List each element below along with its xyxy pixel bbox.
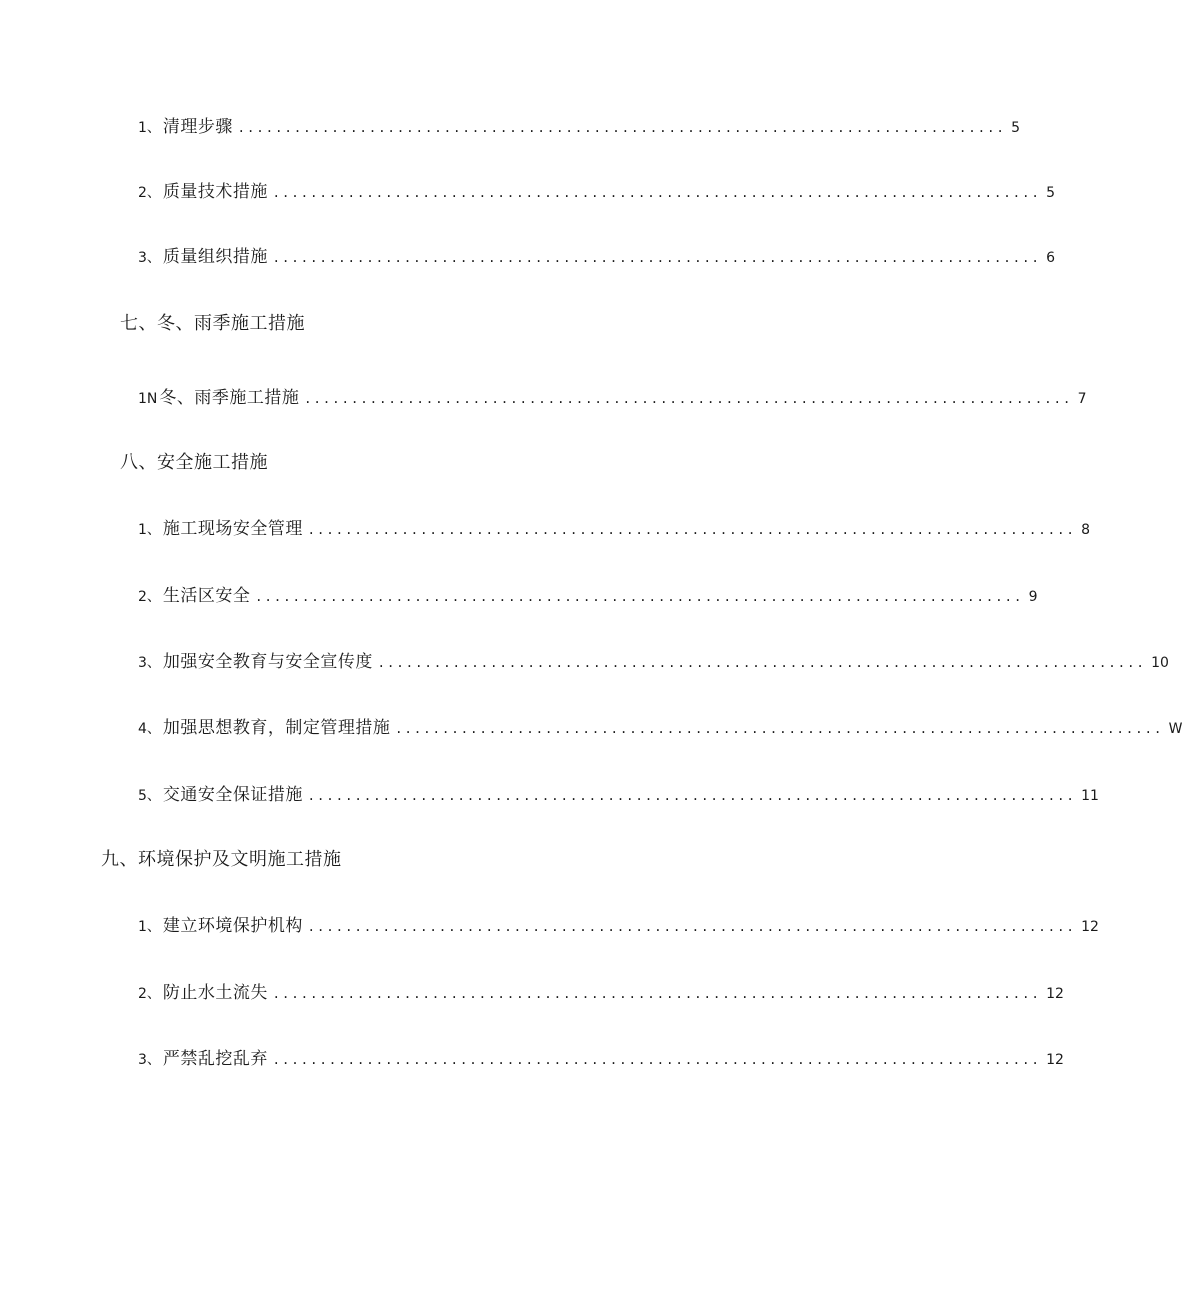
- toc-entry-number: 3、: [138, 1052, 161, 1068]
- toc-entry-quality-org[interactable]: [138, 245, 1056, 270]
- toc-entry-title: 严禁乱挖乱弃: [162, 1049, 268, 1069]
- toc-entry-site-safety[interactable]: [138, 517, 1091, 542]
- dot-leader: ..................................................................................: [273, 984, 1043, 1002]
- toc-entry-number: 4、: [138, 721, 161, 737]
- toc-entry-ideological-education[interactable]: [138, 716, 1182, 741]
- toc-entry-title: 生活区安全: [162, 586, 251, 606]
- toc-entry-page: 5: [1011, 120, 1021, 136]
- toc-entry-title: 加强思想教育，制定管理措施: [162, 718, 391, 738]
- toc-entry-env-agency[interactable]: [138, 914, 1099, 939]
- toc-section-safety[interactable]: [120, 451, 268, 475]
- toc-entry-title: 清理步骤: [162, 117, 233, 137]
- dot-leader: ..................................................................................: [308, 786, 1078, 804]
- toc-entry-page: 12: [1046, 986, 1064, 1002]
- toc-entry-number: 3、: [138, 655, 161, 671]
- toc-entry-page: 5: [1046, 185, 1056, 201]
- toc-entry-no-random-digging[interactable]: [138, 1047, 1064, 1072]
- toc-entry-number: 1N: [138, 391, 158, 407]
- toc-entry-title: 质量组织措施: [162, 247, 268, 267]
- toc-entry-number: 5、: [138, 788, 161, 804]
- toc-entry-page: 7: [1077, 391, 1087, 407]
- toc-section-title: 九、环境保护及文明施工措施: [101, 849, 342, 870]
- toc-section-winter-rain[interactable]: [120, 312, 305, 336]
- toc-entry-number: 1、: [138, 120, 161, 136]
- toc-entry-living-area-safety[interactable]: [138, 584, 1038, 609]
- toc-entry-page: 6: [1046, 250, 1056, 266]
- toc-entry-title: 交通安全保证措施: [162, 785, 303, 805]
- toc-entry-page: 9: [1028, 589, 1038, 605]
- toc-entry-page: 12: [1046, 1052, 1064, 1068]
- toc-entry-title: 加强安全教育与安全宣传度: [162, 652, 373, 672]
- toc-entry-cleanup-steps[interactable]: [138, 115, 1021, 140]
- dot-leader: ..................................................................................: [273, 248, 1043, 266]
- dot-leader: ..................................................................................: [396, 719, 1165, 737]
- toc-section-title: 八、安全施工措施: [120, 452, 268, 473]
- dot-leader: ..................................................................................: [238, 118, 1008, 136]
- toc-entry-number: 2、: [138, 986, 161, 1002]
- toc-entry-number: 3、: [138, 250, 161, 266]
- dot-leader: ..................................................................................: [273, 1050, 1043, 1068]
- toc-entry-title: 冬、雨季施工措施: [159, 388, 300, 408]
- toc-entry-page: 8: [1081, 522, 1091, 538]
- dot-leader: ..................................................................................: [308, 917, 1078, 935]
- toc-entry-title: 防止水土流失: [162, 983, 268, 1003]
- toc-entry-page: W: [1168, 721, 1182, 737]
- toc-entry-number: 1、: [138, 522, 161, 538]
- dot-leader: ..................................................................................: [273, 183, 1043, 201]
- toc-entry-title: 施工现场安全管理: [162, 519, 303, 539]
- toc-entry-quality-tech[interactable]: [138, 180, 1056, 205]
- dot-leader: ..................................................................................: [305, 389, 1074, 407]
- toc-entry-page: 11: [1081, 788, 1099, 804]
- dot-leader: ..................................................................................: [308, 520, 1078, 538]
- toc-entry-page: 10: [1151, 655, 1169, 671]
- toc-entry-number: 1、: [138, 919, 161, 935]
- dot-leader: ..................................................................................: [378, 653, 1148, 671]
- toc-entry-traffic-safety[interactable]: [138, 783, 1099, 808]
- toc-entry-title: 建立环境保护机构: [162, 916, 303, 936]
- dot-leader: ..................................................................................: [256, 587, 1025, 605]
- toc-entry-soil-erosion[interactable]: [138, 981, 1064, 1006]
- toc-entry-number: 2、: [138, 185, 161, 201]
- toc-entry-title: 质量技术措施: [162, 182, 268, 202]
- toc-entry-safety-education[interactable]: [138, 650, 1169, 675]
- toc-entry-winter-rain-measures[interactable]: [138, 386, 1087, 411]
- toc-entry-page: 12: [1081, 919, 1099, 935]
- toc-section-title: 七、冬、雨季施工措施: [120, 313, 305, 334]
- toc-section-environment[interactable]: [101, 848, 342, 872]
- toc-entry-number: 2、: [138, 589, 161, 605]
